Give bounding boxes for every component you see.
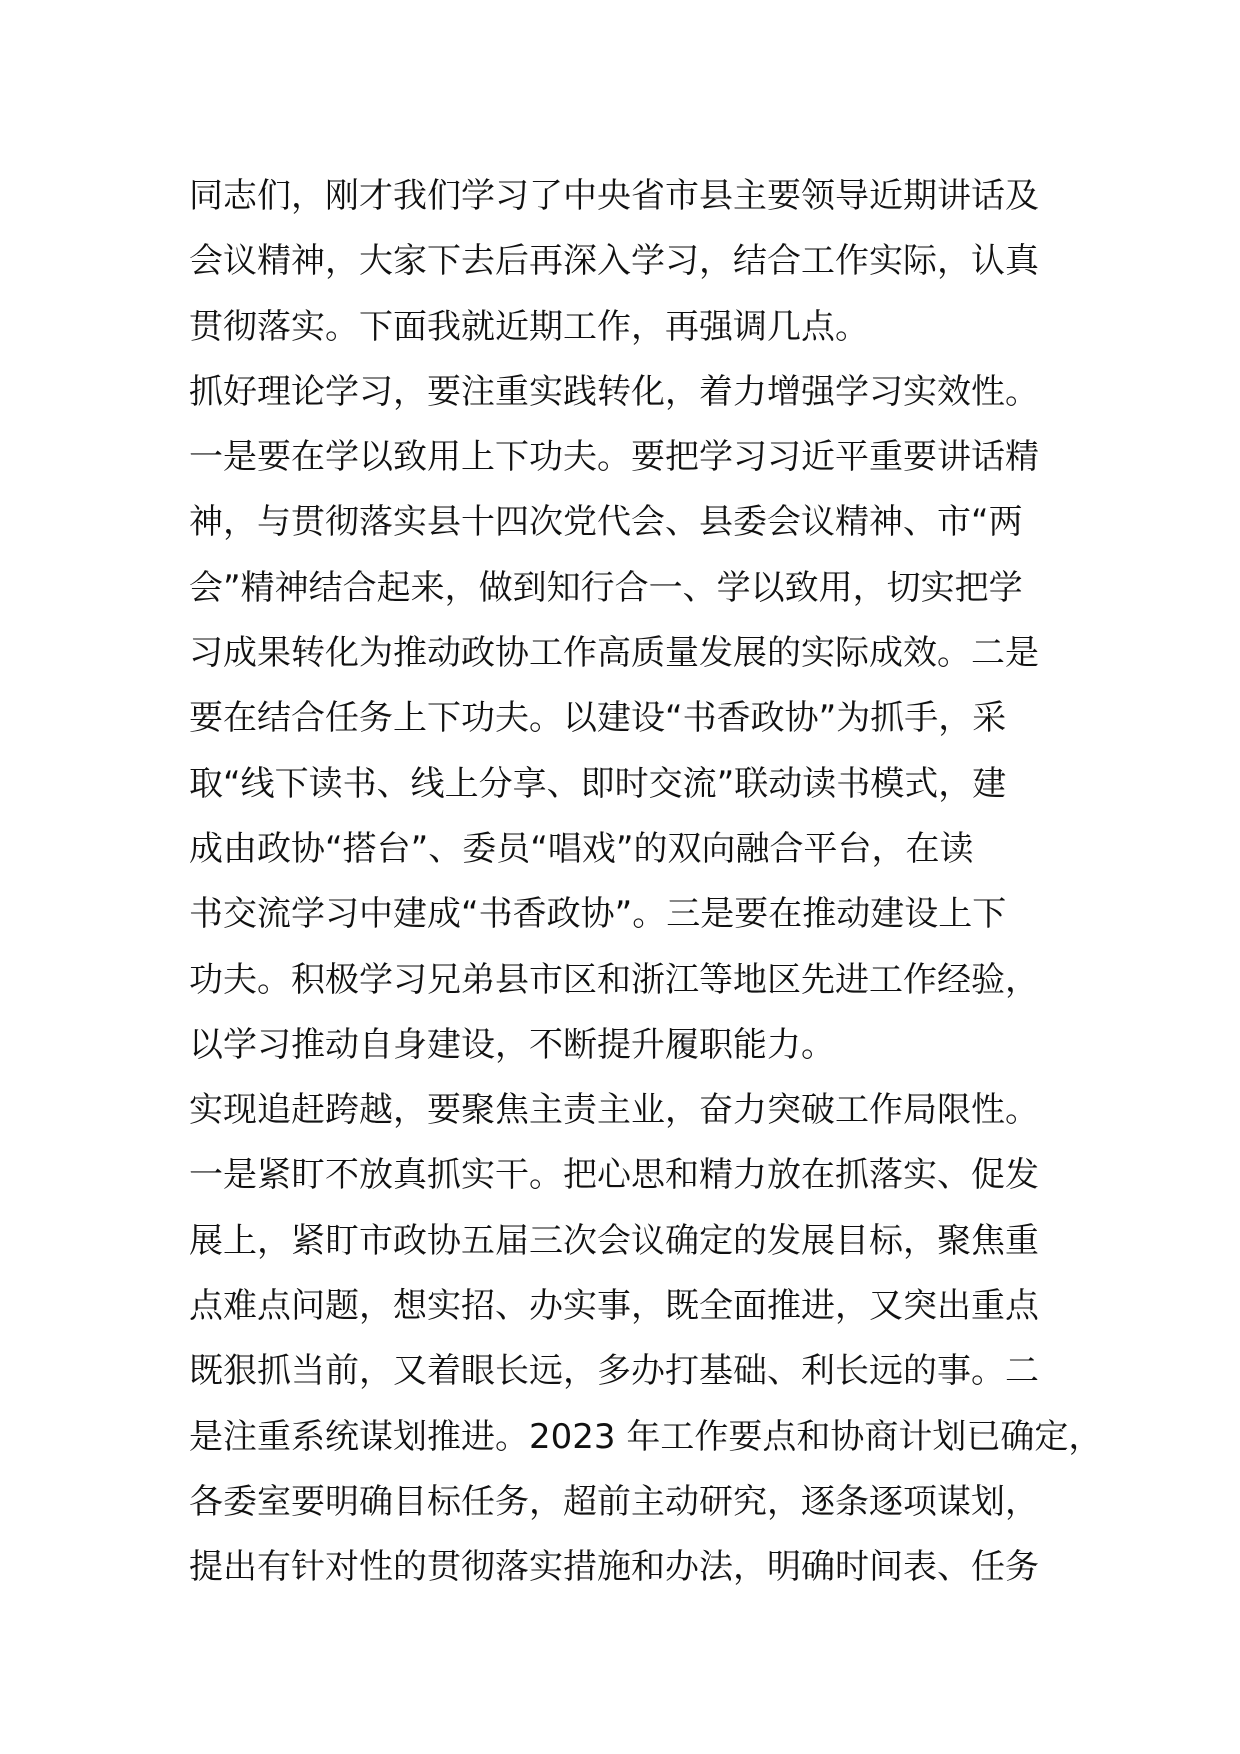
- text-line: 是注重系统谋划推进。2023 年工作要点和协商计划已确定，: [189, 1416, 1103, 1457]
- text-line: 抓好理论学习，要注重实践转化，着力增强学习实效性。: [189, 371, 1039, 412]
- text-line: 同志们，刚才我们学习了中央省市县主要领导近期讲话及: [189, 176, 1039, 216]
- text-line: 实现追赶跨越，要聚焦主责主业，奋力突破工作局限性。: [189, 1090, 1039, 1131]
- body-text: [189, 164, 1103, 1601]
- text-line: 既狠抓当前，又着眼长远，多办打基础、利长远的事。二: [189, 1351, 1039, 1392]
- text-line: 贯彻落实。下面我就近期工作，再强调几点。: [189, 306, 869, 347]
- text-line: 神，与贯彻落实县十四次党代会、县委会议精神、市“两: [189, 502, 1023, 543]
- text-line: 要在结合任务上下功夫。以建设“书香政协”为抓手，采: [189, 698, 1007, 739]
- text-line: 取“线下读书、线上分享、即时交流”联动读书模式，建: [189, 763, 1007, 804]
- text-line: 习成果转化为推动政协工作高质量发展的实际成效。二是: [189, 633, 1039, 674]
- text-line: 一是紧盯不放真抓实干。把心思和精力放在抓落实、促发: [189, 1155, 1039, 1196]
- text-line: 会议精神，大家下去后再深入学习，结合工作实际，认真: [189, 241, 1039, 282]
- text-line: 一是要在学以致用上下功夫。要把学习习近平重要讲话精: [189, 437, 1039, 478]
- text-line: 功夫。积极学习兄弟县市区和浙江等地区先进工作经验，: [189, 959, 1039, 1000]
- text-line: 点难点问题，想实招、办实事，既全面推进，又突出重点: [189, 1286, 1039, 1327]
- text-line: 成由政协“搭台”、委员“唱戏”的双向融合平台，在读: [189, 828, 974, 869]
- text-line: 各委室要明确目标任务，超前主动研究，逐条逐项谋划，: [189, 1481, 1039, 1522]
- text-line: 展上，紧盯市政协五届三次会议确定的发展目标，聚焦重: [189, 1220, 1039, 1261]
- text-line: 会”精神结合起来，做到知行合一、学以致用，切实把学: [189, 567, 1023, 608]
- text-line: 提出有针对性的贯彻落实措施和办法，明确时间表、任务: [189, 1547, 1039, 1588]
- text-line: 以学习推动自身建设，不断提升履职能力。: [189, 1024, 835, 1065]
- text-line: 书交流学习中建成“书香政协”。三是要在推动建设上下: [189, 894, 1007, 935]
